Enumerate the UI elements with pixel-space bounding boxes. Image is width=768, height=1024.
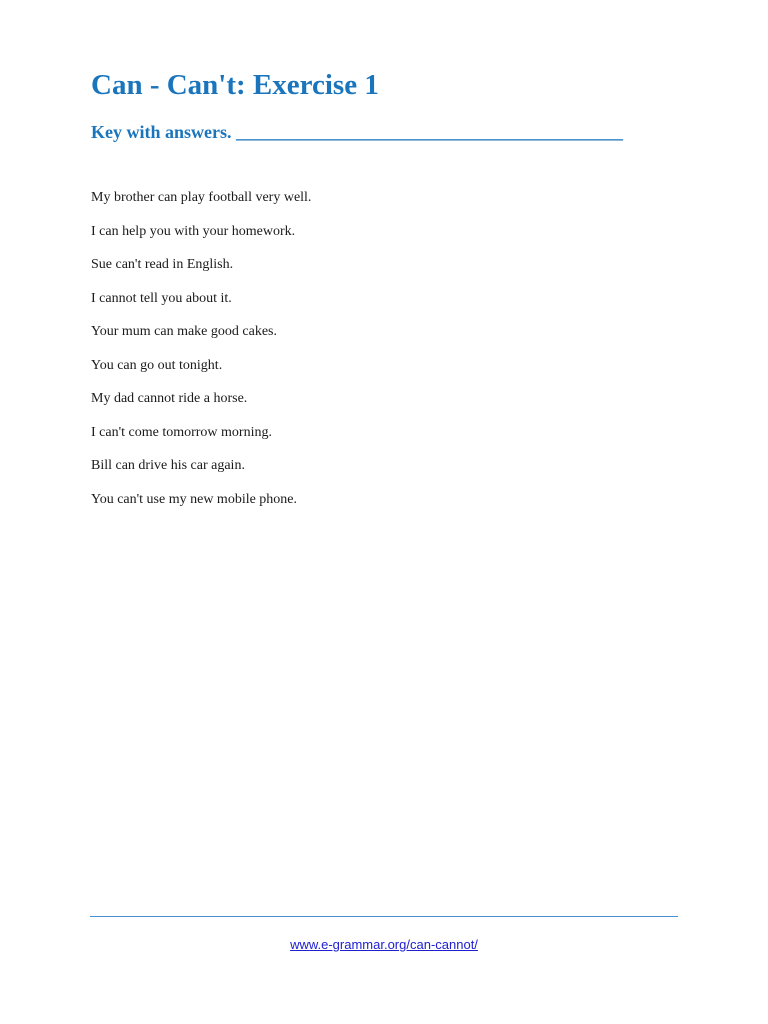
answer-sentence: Sue can't read in English. bbox=[91, 257, 234, 272]
answer-list bbox=[91, 188, 311, 523]
answer-sentence: You can go out tonight. bbox=[91, 357, 223, 373]
answer-sentence: Your mum can make good cakes. bbox=[91, 324, 277, 339]
answer-sentence: I can't come tomorrow morning. bbox=[91, 424, 272, 440]
answer-sentence: You can't use my new mobile phone. bbox=[91, 491, 298, 507]
footer-link[interactable]: www.e-grammar.org/can-cannot/ bbox=[290, 937, 478, 952]
answer-sentence: I can help you with your homework. bbox=[91, 223, 296, 239]
answer-sentence: My dad cannot ride a horse. bbox=[91, 391, 248, 406]
page-title: Can - Can't: Exercise 1 bbox=[91, 69, 379, 101]
answer-sentence: My brother can play football very well. bbox=[91, 190, 312, 205]
footer-divider bbox=[90, 916, 678, 917]
answer-sentence: I cannot tell you about it. bbox=[91, 290, 232, 306]
answer-sentence: Bill can drive his car again. bbox=[91, 458, 245, 473]
answer-key-heading: Key with answers. ___________________________________________ bbox=[91, 122, 623, 142]
